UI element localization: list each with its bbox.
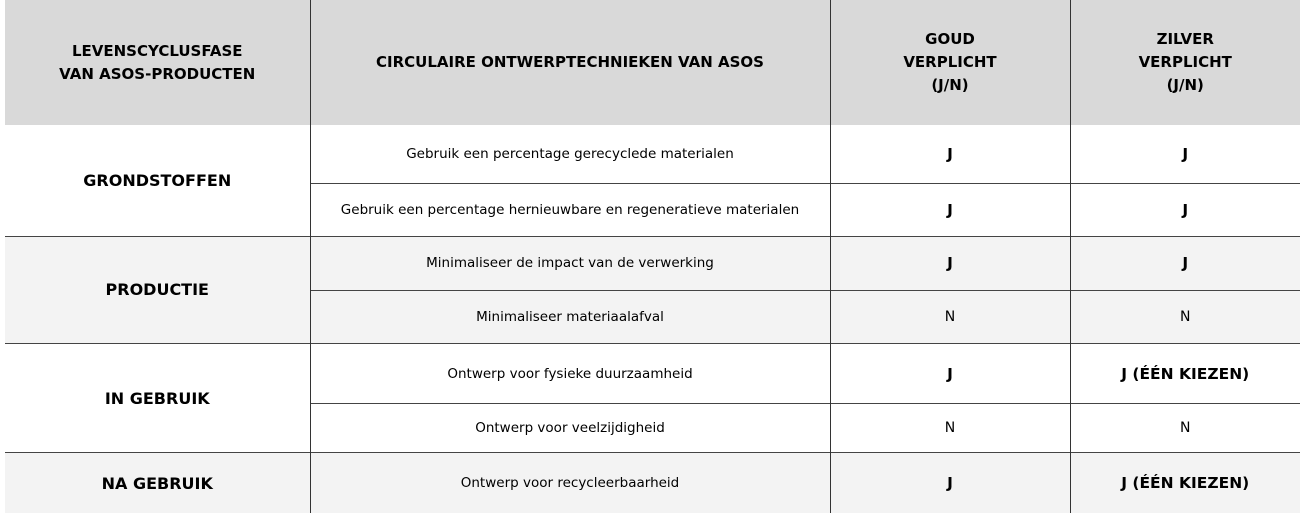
gold-value: J [830, 344, 1070, 404]
technique-cell: Ontwerp voor veelzijdigheid [310, 404, 830, 453]
technique-cell: Minimaliseer materiaalafval [310, 290, 830, 343]
header-gold-required: GOUD VERPLICHT (J/N) [830, 0, 1070, 125]
gold-value: J [830, 183, 1070, 236]
gold-value: J [830, 453, 1070, 513]
phase-cell: IN GEBRUIK [5, 344, 310, 453]
silver-value: J (ÉÉN KIEZEN) [1070, 344, 1300, 404]
technique-cell: Minimaliseer de impact van de verwerking [310, 236, 830, 290]
gold-value: N [830, 404, 1070, 453]
silver-value: J [1070, 236, 1300, 290]
header-lifecycle-phase: LEVENSCYCLUSFASE VAN ASOS-PRODUCTEN [5, 0, 310, 125]
header-row [5, 0, 1300, 125]
silver-value: N [1070, 290, 1300, 343]
silver-value: J (ÉÉN KIEZEN) [1070, 453, 1300, 513]
phase-cell: GRONDSTOFFEN [5, 125, 310, 236]
silver-value: J [1070, 183, 1300, 236]
technique-cell: Gebruik een percentage gerecyclede materialen [310, 125, 830, 183]
silver-value: N [1070, 404, 1300, 453]
technique-cell: Ontwerp voor fysieke duurzaamheid [310, 344, 830, 404]
phase-cell: NA GEBRUIK [5, 453, 310, 513]
gold-value: N [830, 290, 1070, 343]
technique-cell: Ontwerp voor recycleerbaarheid [310, 453, 830, 513]
circular-design-table [5, 0, 1300, 513]
gold-value: J [830, 236, 1070, 290]
silver-value: J [1070, 125, 1300, 183]
table-row [5, 236, 1300, 290]
gold-value: J [830, 125, 1070, 183]
phase-cell: PRODUCTIE [5, 236, 310, 343]
table-row [5, 344, 1300, 404]
table-row [5, 125, 1300, 183]
table-row [5, 453, 1300, 513]
technique-cell: Gebruik een percentage hernieuwbare en regeneratieve materialen [310, 183, 830, 236]
header-silver-required: ZILVER VERPLICHT (J/N) [1070, 0, 1300, 125]
header-circular-techniques: CIRCULAIRE ONTWERPTECHNIEKEN VAN ASOS [310, 0, 830, 125]
